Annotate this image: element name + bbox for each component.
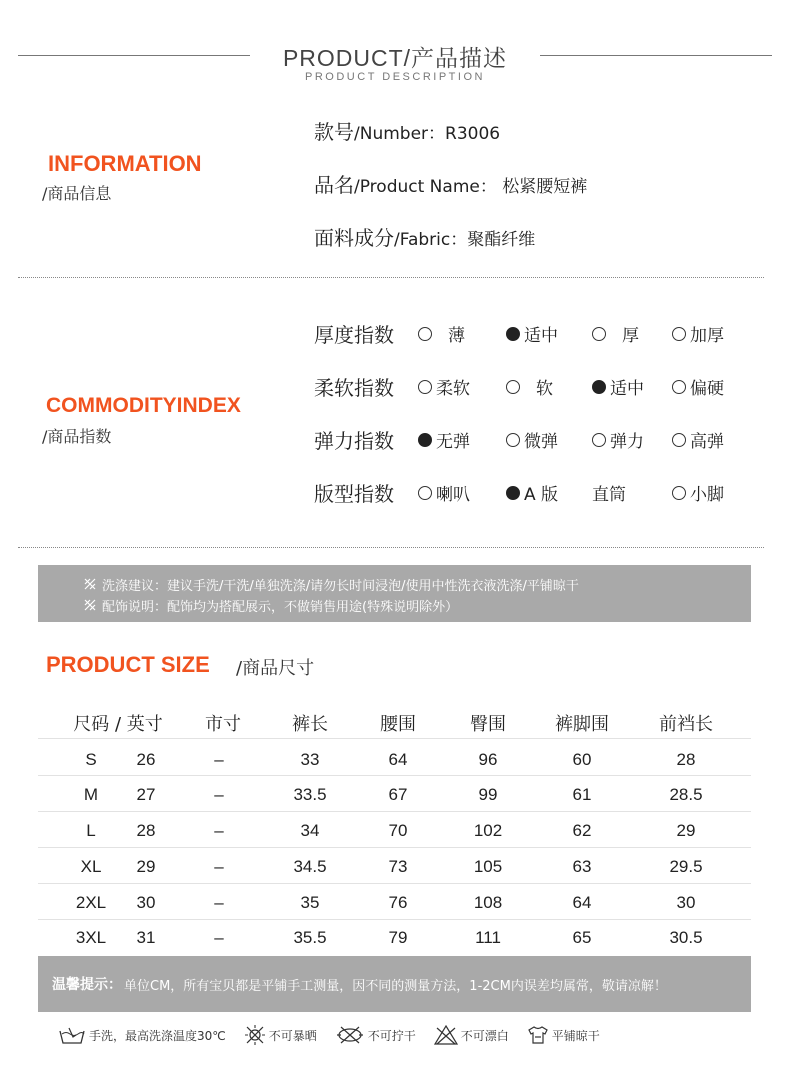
table-cell-waist: 70 xyxy=(388,821,408,840)
index-label: 版型指数 xyxy=(314,482,394,506)
wash-advice-text: 洗涤建议：建议手洗/干洗/单独洗涤/请勿长时间浸泡/使用中性洗衣液洗涤/平铺晾干 xyxy=(102,579,579,594)
empty-circle-icon xyxy=(672,486,686,500)
empty-circle-icon xyxy=(672,380,686,394)
table-cell-length: 35.5 xyxy=(293,928,327,947)
table-cell-hip: 96 xyxy=(478,750,498,769)
table-cell-rise: 29.5 xyxy=(669,857,703,876)
index-label: 厚度指数 xyxy=(314,323,394,347)
warm-tip-text: 单位CM，所有宝贝都是平铺手工测量，因不同的测量方法，1-2CM内误差均属常，敬请凉解！ xyxy=(124,978,667,994)
table-cell-length: 33 xyxy=(300,750,320,769)
empty-circle-icon xyxy=(592,433,606,447)
index-option-text: 喇叭 xyxy=(436,485,470,505)
table-cell-shi: – xyxy=(214,928,224,947)
empty-circle-icon xyxy=(418,486,432,500)
care-icon-text: 不可暴晒 xyxy=(268,1028,317,1043)
index-option-text: 薄 xyxy=(448,326,465,346)
selected-dot-icon xyxy=(506,327,520,341)
table-cell-waist: 73 xyxy=(388,857,408,876)
table-cell-rise: 30 xyxy=(676,893,696,912)
table-cell-inch: 27 xyxy=(136,785,156,804)
index-option xyxy=(418,321,465,346)
index-option xyxy=(506,374,553,399)
table-cell-shi: – xyxy=(214,893,224,912)
care-icon-item xyxy=(58,1025,226,1045)
table-cell-hem: 65 xyxy=(572,928,592,947)
cross-icon xyxy=(84,599,96,615)
table-row-divider xyxy=(38,811,751,812)
page-subtitle: PRODUCT DESCRIPTION xyxy=(305,71,485,83)
care-icon-text: 手洗，最高洗涤温度30℃ xyxy=(89,1028,226,1043)
wash-advice xyxy=(84,575,579,594)
care-instructions-band xyxy=(38,565,751,622)
care-icon-item xyxy=(244,1024,317,1046)
index-label: 柔软指数 xyxy=(314,376,394,400)
table-cell-inch: 31 xyxy=(136,928,156,947)
info-value: /Fabric：聚酯纤维 xyxy=(394,230,536,250)
no-sun-icon xyxy=(244,1024,266,1046)
table-cell-hem: 61 xyxy=(572,785,592,804)
table-cell-inch: 30 xyxy=(136,893,156,912)
care-icon-text: 不可漂白 xyxy=(460,1028,509,1043)
index-option xyxy=(592,321,639,346)
index-option-text: 小脚 xyxy=(690,485,724,505)
index-option xyxy=(672,374,724,399)
table-row-divider xyxy=(38,847,751,848)
divider-2 xyxy=(18,547,764,548)
info-key: 品名 xyxy=(314,173,354,197)
size-label-en: PRODUCT SIZE xyxy=(46,652,210,677)
index-option-text: 高弹 xyxy=(690,432,724,452)
warm-tip-band xyxy=(38,956,751,1012)
no-bleach-icon xyxy=(434,1025,458,1045)
table-cell-hip: 102 xyxy=(473,821,503,840)
index-option xyxy=(592,480,626,505)
index-option-text: 加厚 xyxy=(690,326,724,346)
empty-circle-icon xyxy=(672,327,686,341)
table-cell-rise: 28.5 xyxy=(669,785,703,804)
size-table-header: 市寸 xyxy=(205,714,241,735)
table-cell-size: M xyxy=(83,785,99,804)
warm-tip-label: 温馨提示： xyxy=(52,977,122,993)
info-value: /Number：R3006 xyxy=(354,124,501,144)
table-cell-hip: 108 xyxy=(473,893,503,912)
information-label-en: INFORMATION xyxy=(48,151,202,176)
size-table-header: 尺码 / 英寸 xyxy=(73,714,163,735)
selected-dot-icon xyxy=(592,380,606,394)
index-option-text: 直筒 xyxy=(592,485,626,505)
index-option xyxy=(506,480,558,505)
flat-dry-icon xyxy=(527,1025,549,1045)
table-cell-size: 2XL xyxy=(75,893,107,912)
accessory-note xyxy=(84,596,458,615)
table-cell-inch: 26 xyxy=(136,750,156,769)
table-cell-hip: 111 xyxy=(475,928,501,947)
table-cell-waist: 76 xyxy=(388,893,408,912)
index-option-text: A 版 xyxy=(524,485,559,505)
index-option-text: 无弹 xyxy=(436,432,470,452)
no-wring-icon xyxy=(335,1025,365,1045)
table-cell-rise: 30.5 xyxy=(669,928,703,947)
care-icons-row xyxy=(58,1022,618,1048)
selected-dot-icon xyxy=(418,433,432,447)
care-icon-text: 平铺晾干 xyxy=(551,1028,600,1043)
commodity-label-cn: /商品指数 xyxy=(42,427,112,446)
table-cell-length: 33.5 xyxy=(293,785,327,804)
size-label-cn: /商品尺寸 xyxy=(236,658,315,679)
table-cell-size: 3XL xyxy=(75,928,107,947)
index-option xyxy=(672,427,724,452)
care-icon-item xyxy=(335,1025,416,1045)
table-row-divider xyxy=(38,883,751,884)
info-row-number xyxy=(314,116,500,145)
table-cell-length: 35 xyxy=(300,893,320,912)
size-table-header: 臀围 xyxy=(470,714,506,735)
index-option-text: 软 xyxy=(536,379,553,399)
commodity-label-en: COMMODITYINDEX xyxy=(46,394,241,417)
table-cell-shi: – xyxy=(214,785,224,804)
table-cell-size: L xyxy=(86,821,96,840)
table-cell-waist: 79 xyxy=(388,928,408,947)
index-option xyxy=(592,427,644,452)
index-label: 弹力指数 xyxy=(314,429,394,453)
table-row-divider xyxy=(38,738,751,739)
accessory-note-text: 配饰说明：配饰均为搭配展示，不做销售用途(特殊说明除外） xyxy=(102,600,459,615)
empty-circle-icon xyxy=(418,380,432,394)
hand-wash-icon xyxy=(58,1025,86,1045)
info-key: 面料成分 xyxy=(314,226,394,250)
table-cell-waist: 64 xyxy=(388,750,408,769)
index-option-text: 柔软 xyxy=(436,379,470,399)
index-option-text: 微弹 xyxy=(524,432,558,452)
table-cell-shi: – xyxy=(214,857,224,876)
information-label-cn: /商品信息 xyxy=(42,184,112,203)
table-cell-inch: 29 xyxy=(136,857,156,876)
table-cell-length: 34.5 xyxy=(293,857,327,876)
table-cell-hem: 63 xyxy=(572,857,592,876)
index-option xyxy=(506,427,558,452)
divider-1 xyxy=(18,277,764,278)
empty-circle-icon xyxy=(672,433,686,447)
table-row-divider xyxy=(38,775,751,776)
index-option-text: 弹力 xyxy=(610,432,644,452)
index-option-text: 偏硬 xyxy=(690,379,724,399)
index-option-text: 厚 xyxy=(622,326,639,346)
selected-dot-icon xyxy=(506,486,520,500)
index-option xyxy=(418,374,470,399)
table-cell-size: XL xyxy=(80,857,102,876)
table-cell-hem: 60 xyxy=(572,750,592,769)
table-cell-hip: 99 xyxy=(478,785,498,804)
table-cell-size: S xyxy=(85,750,97,769)
table-cell-waist: 67 xyxy=(388,785,408,804)
index-option-text: 适中 xyxy=(610,379,644,399)
care-icon-item xyxy=(527,1025,600,1045)
page-title: PRODUCT/产品描述 xyxy=(282,45,508,71)
table-cell-shi: – xyxy=(214,821,224,840)
index-option xyxy=(592,374,644,399)
index-option xyxy=(506,321,558,346)
size-table-header: 裤长 xyxy=(292,714,328,735)
care-icon-text: 不可拧干 xyxy=(367,1028,416,1043)
size-table-header: 腰围 xyxy=(380,714,416,735)
table-cell-shi: – xyxy=(214,750,224,769)
size-table-header: 裤脚围 xyxy=(555,714,609,735)
info-key: 款号 xyxy=(314,120,354,144)
care-icon-item xyxy=(434,1025,509,1045)
empty-circle-icon xyxy=(506,380,520,394)
info-value: /Product Name： 松紧腰短裤 xyxy=(354,177,588,197)
table-cell-hem: 64 xyxy=(572,893,592,912)
index-option xyxy=(672,321,724,346)
table-cell-hip: 105 xyxy=(473,857,503,876)
empty-circle-icon xyxy=(418,327,432,341)
index-option xyxy=(418,427,470,452)
info-row-fabric xyxy=(314,222,535,251)
table-cell-inch: 28 xyxy=(136,821,156,840)
empty-circle-icon xyxy=(506,433,520,447)
table-row-divider xyxy=(38,919,751,920)
table-cell-rise: 29 xyxy=(676,821,696,840)
table-cell-rise: 28 xyxy=(676,750,696,769)
size-table-header: 前裆长 xyxy=(659,714,713,735)
index-option xyxy=(672,480,724,505)
index-option xyxy=(418,480,470,505)
table-cell-length: 34 xyxy=(300,821,320,840)
table-cell-hem: 62 xyxy=(572,821,592,840)
empty-circle-icon xyxy=(592,327,606,341)
cross-icon xyxy=(84,578,96,594)
info-row-name xyxy=(314,169,587,198)
index-option-text: 适中 xyxy=(524,326,558,346)
